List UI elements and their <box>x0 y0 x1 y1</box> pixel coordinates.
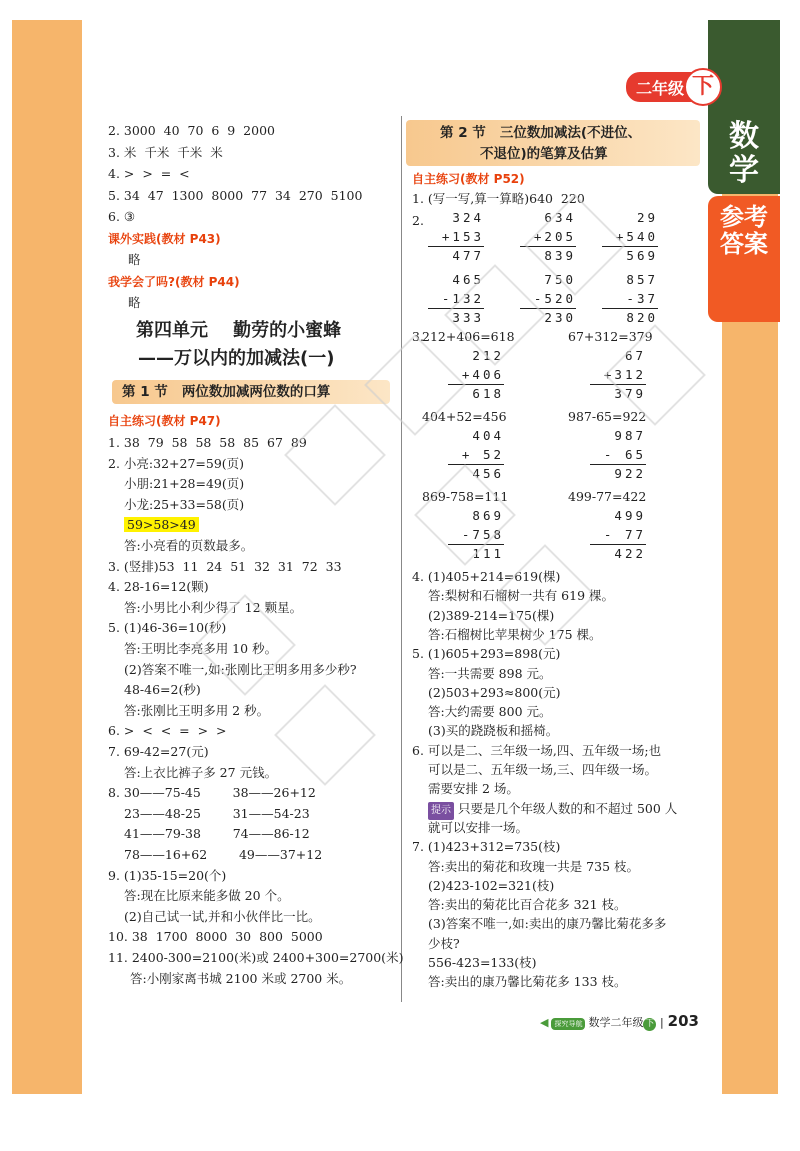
answer-line <box>108 144 223 162</box>
calc-rule <box>448 384 504 385</box>
vertical-calculation <box>520 210 576 270</box>
answer-line <box>108 928 323 946</box>
calc-result: 379 <box>614 386 646 401</box>
section-title <box>406 120 700 166</box>
answer-text: (2)自己试一试,并和小伙伴比一比。 <box>124 908 321 924</box>
answer-text: 答:卖出的菊花和玫瑰一共是 735 枝。 <box>428 858 640 874</box>
calc-result: 839 <box>544 248 576 263</box>
book-title: 数学二年级 <box>588 1016 644 1029</box>
calc-rule <box>590 384 646 385</box>
calc-operand: + 52 <box>461 447 504 462</box>
answer-line <box>412 645 560 663</box>
calc-operand: 67 <box>624 348 646 363</box>
answer-text: 小朋:21+28=49(页) <box>124 476 245 492</box>
grade-badge <box>624 70 720 104</box>
calc-result: 422 <box>614 546 646 561</box>
answer-line <box>108 784 316 802</box>
answer-line <box>124 825 310 843</box>
calc-result: 333 <box>452 310 484 325</box>
answer-text: 3. 米 千米 千米 米 <box>108 144 223 160</box>
term-badge: 下 <box>684 68 722 106</box>
answer-text: 6. > < < = > > <box>108 723 227 739</box>
calc-result: 569 <box>626 248 658 263</box>
answer-line <box>108 230 221 248</box>
calc-rule <box>602 308 658 309</box>
answer-text: 7. 69-42=27(元) <box>108 744 209 759</box>
calc-operand: 499 <box>614 508 646 523</box>
equation: 404+52=456 <box>422 409 507 424</box>
answer-line <box>412 742 661 760</box>
answer-line <box>108 208 135 226</box>
vertical-calculation <box>590 428 646 488</box>
brand-logo: 探究导航 <box>551 1018 585 1030</box>
answer-text: (2)423-102=321(枝) <box>428 877 555 893</box>
answer-key-tab <box>708 196 780 322</box>
answer-line <box>428 780 519 798</box>
calc-operand: 869 <box>472 508 504 523</box>
calc-operand: 212 <box>472 348 504 363</box>
calc-operand: 857 <box>626 272 658 287</box>
answer-text: 10. 38 1700 8000 30 800 5000 <box>108 929 323 945</box>
calc-operand: 750 <box>544 272 576 287</box>
answer-line <box>428 915 666 933</box>
answer-text: 少枝? <box>428 935 460 951</box>
equation: 212+406=618 <box>422 329 515 344</box>
page-footer <box>540 1012 699 1031</box>
answer-text: 答:卖出的康乃馨比菊花多 133 枝。 <box>428 974 627 990</box>
vertical-calculation <box>520 272 576 332</box>
calc-operand: +406 <box>461 367 504 382</box>
answer-text: 4. 28-16=12(颗) <box>108 579 209 595</box>
answer-line <box>124 846 322 864</box>
section-title-line: 第 2 节 三位数加减法(不进位、 <box>440 125 642 141</box>
answer-line <box>124 702 269 720</box>
answer-line: 1. (写一写,算一算略)640 220 <box>412 191 585 206</box>
answer-line <box>428 935 460 953</box>
answer-line <box>124 661 357 679</box>
answer-text: 5. (1)605+293=898(元) <box>412 646 561 662</box>
calc-operand: +205 <box>533 229 576 244</box>
answer-line <box>108 949 403 967</box>
answer-line <box>124 496 244 514</box>
answer-line <box>108 743 209 761</box>
calc-operand: - 65 <box>603 447 646 462</box>
equation: 499-77=422 <box>568 489 647 504</box>
calc-operand: 634 <box>544 210 576 225</box>
answer-line <box>428 800 677 820</box>
answer-text: 略 <box>128 295 141 310</box>
section-title-line: 不退位)的笔算及估算 <box>480 146 608 162</box>
unit-title: 第四单元 勤劳的小蜜蜂 <box>136 320 342 341</box>
answer-text: 41——79-38 74——86-12 <box>124 826 310 842</box>
answer-line <box>428 954 537 972</box>
answer-text: 5. (1)46-36=10(秒) <box>108 620 227 636</box>
answer-line <box>108 558 342 576</box>
answer-line <box>428 607 554 625</box>
answer-text: 8. 30——75-45 38——26+12 <box>108 785 316 801</box>
answer-text: 小龙:25+33=58(页) <box>124 496 245 512</box>
answer-line <box>124 681 201 699</box>
term-icon: 下 <box>645 1019 655 1029</box>
calc-result: 477 <box>452 248 484 263</box>
answer-line <box>124 805 310 823</box>
answer-line <box>428 684 560 702</box>
equation: 67+312=379 <box>568 329 653 344</box>
calc-operand: -520 <box>533 291 576 306</box>
answer-text: (2)503+293≈800(元) <box>428 684 561 700</box>
answer-text: (3)答案不唯一,如:卖出的康乃馨比菊花多多 <box>428 916 667 932</box>
answer-line <box>124 764 277 782</box>
answer-text: 答:大约需要 800 元。 <box>428 704 552 720</box>
answer-line <box>412 568 560 586</box>
calc-operand: -758 <box>461 527 504 542</box>
answer-text: 7. (1)423+312=735(枝) <box>412 839 561 855</box>
answer-text: 4. (1)405+214=619(棵) <box>412 569 561 584</box>
answer-text: 答:现在比原来能多做 20 个。 <box>124 888 290 904</box>
answer-text: 答:小男比小利少得了 12 颗星。 <box>124 599 303 615</box>
answer-line <box>108 619 226 637</box>
answer-text: 答:王明比李亮多用 10 秒。 <box>124 641 278 656</box>
calc-operand: - 77 <box>603 527 646 542</box>
answer-line <box>108 455 244 473</box>
answer-text: 答:小亮看的页数最多。 <box>124 538 254 553</box>
section-title: 第 1 节 两位数加减两位数的口算 <box>112 380 390 404</box>
vertical-calculation <box>448 348 504 408</box>
answer-line <box>428 626 602 644</box>
answer-text: 4. > > = < <box>108 166 190 181</box>
answer-line <box>428 819 528 837</box>
answer-text: 可以是二、五年级一场,三、四年级一场。 <box>428 762 657 777</box>
vertical-calculation <box>428 272 484 332</box>
calc-rule <box>448 464 504 465</box>
calc-operand: 324 <box>452 210 484 225</box>
calc-rule <box>590 544 646 545</box>
answer-text: 2. 小亮:32+27=59(页) <box>108 455 245 471</box>
vertical-calculation <box>602 210 658 270</box>
answer-line <box>412 838 560 856</box>
answer-text: 答:张刚比王明多用 2 秒。 <box>124 702 270 718</box>
calc-operand: +153 <box>441 229 484 244</box>
vertical-calculation <box>602 272 658 332</box>
answer-text: 2. 3000 40 70 6 9 2000 <box>108 123 275 138</box>
answer-text: 就可以安排一场。 <box>428 819 529 835</box>
answer-line <box>108 434 307 452</box>
practice-title: 自主练习(教材 P52) <box>412 172 525 186</box>
answer-text: 11. 2400-300=2100(米)或 2400+300=2700(米) <box>108 950 404 965</box>
answer-line <box>128 251 141 269</box>
practice-title: 自主练习(教材 P47) <box>108 414 221 428</box>
answer-text: 6. ③ <box>108 209 136 224</box>
answer-text: 答:梨树和石榴树一共有 619 棵。 <box>428 588 615 604</box>
subject-tab <box>708 20 780 194</box>
vertical-calculation <box>590 348 646 408</box>
vertical-calculation <box>428 210 484 270</box>
answer-line <box>428 587 614 605</box>
calc-operand: +312 <box>603 367 646 382</box>
answer-line <box>108 867 226 885</box>
answer-text: 略 <box>128 252 141 267</box>
answer-line <box>108 722 226 740</box>
answer-text: (3)买的跷跷板和摇椅。 <box>428 723 559 739</box>
answer-line <box>428 761 657 779</box>
answer-text: 556-423=133(枝) <box>428 955 537 970</box>
answer-text: 答:石榴树比苹果树少 175 棵。 <box>428 626 602 642</box>
answer-text: 答:小刚家离书城 2100 米或 2700 米。 <box>130 970 352 986</box>
calc-result: 922 <box>614 466 646 481</box>
answer-text: 5. 34 47 1300 8000 77 34 270 5100 <box>108 187 363 203</box>
answer-line <box>108 273 240 291</box>
vertical-calculation <box>448 508 504 568</box>
calc-rule <box>428 246 484 247</box>
answer-text: (2)答案不唯一,如:张刚比王明多用多少秒? <box>124 661 357 677</box>
answer-text: 我学会了吗?(教材 P44) <box>108 274 240 289</box>
equation: 869-758=111 <box>422 489 509 504</box>
answer-line <box>130 970 351 988</box>
calc-operand: 465 <box>452 272 484 287</box>
equation: 987-65=922 <box>568 409 647 424</box>
answer-line <box>428 858 639 876</box>
calc-operand: -37 <box>626 291 658 306</box>
answer-line <box>124 475 244 493</box>
answer-line <box>124 516 199 534</box>
answer-text: 59>58>49 <box>124 517 199 532</box>
answer-text: 23——48-25 31——54-23 <box>124 805 310 821</box>
page-number: 203 <box>667 1012 699 1030</box>
answer-line <box>428 722 558 740</box>
arrow-left-icon: ◀ <box>540 1016 549 1029</box>
question-number: 3. <box>412 329 424 344</box>
grade-label: 二年级 <box>636 79 685 98</box>
calc-operand: 29 <box>636 210 658 225</box>
calc-operand: 404 <box>472 428 504 443</box>
calc-result: 456 <box>472 466 504 481</box>
vertical-calculation <box>448 428 504 488</box>
answer-text: (2)389-214=175(棵) <box>428 607 555 623</box>
calc-rule <box>520 308 576 309</box>
answer-text: 48-46=2(秒) <box>124 682 201 698</box>
answer-line <box>124 908 321 926</box>
answer-line <box>108 187 362 205</box>
answer-text: 课外实践(教材 P43) <box>108 231 221 246</box>
answer-text: 1. 38 79 58 58 58 85 67 89 <box>108 435 307 450</box>
answer-line <box>108 122 275 140</box>
answer-text: 答:卖出的菊花比百合花多 321 枝。 <box>428 897 627 913</box>
calc-operand: 987 <box>614 428 646 443</box>
answer-line <box>128 294 141 312</box>
question-number: 2. <box>412 213 424 228</box>
calc-result: 111 <box>472 546 504 561</box>
answer-text: 需要安排 2 场。 <box>428 781 519 797</box>
answer-text: 9. (1)35-15=20(个) <box>108 867 227 883</box>
calc-rule <box>602 246 658 247</box>
answer-text: 78——16+62 49——37+12 <box>124 847 323 862</box>
answer-text: 答:一共需要 898 元。 <box>428 665 552 681</box>
calc-rule <box>448 544 504 545</box>
footer-rule: | <box>656 1016 664 1029</box>
answer-line <box>428 665 552 683</box>
column-divider <box>401 116 402 1002</box>
subject-label: 数学 <box>729 119 759 188</box>
answer-text: 3. (竖排)53 11 24 51 32 31 72 33 <box>108 558 342 574</box>
answer-line <box>124 537 253 555</box>
calc-rule <box>428 308 484 309</box>
unit-subtitle: ——万以内的加减法(一) <box>138 348 335 369</box>
calc-operand: +540 <box>615 229 658 244</box>
answer-line <box>124 640 277 658</box>
calc-result: 820 <box>626 310 658 325</box>
answer-text: 只要是几个年级人数的和不超过 500 人 <box>458 800 678 816</box>
calc-operand: -132 <box>441 291 484 306</box>
answer-text: 6. 可以是二、三年级一场,四、五年级一场;也 <box>412 742 662 758</box>
left-margin-band <box>12 20 82 1094</box>
vertical-calculation <box>590 508 646 568</box>
calc-result: 230 <box>544 310 576 325</box>
answer-line <box>124 887 290 905</box>
answer-key-label: 参考答案 <box>720 203 768 258</box>
calc-rule <box>520 246 576 247</box>
answer-line <box>428 896 627 914</box>
calc-result: 618 <box>472 386 504 401</box>
answer-line <box>428 877 554 895</box>
hint-tag: 提示 <box>428 802 454 820</box>
answer-text: 答:上衣比裤子多 27 元钱。 <box>124 764 278 780</box>
answer-line <box>124 599 302 617</box>
answer-line <box>108 578 209 596</box>
calc-rule <box>590 464 646 465</box>
answer-line <box>428 703 552 721</box>
answer-line <box>428 973 627 991</box>
answer-line <box>108 165 190 183</box>
